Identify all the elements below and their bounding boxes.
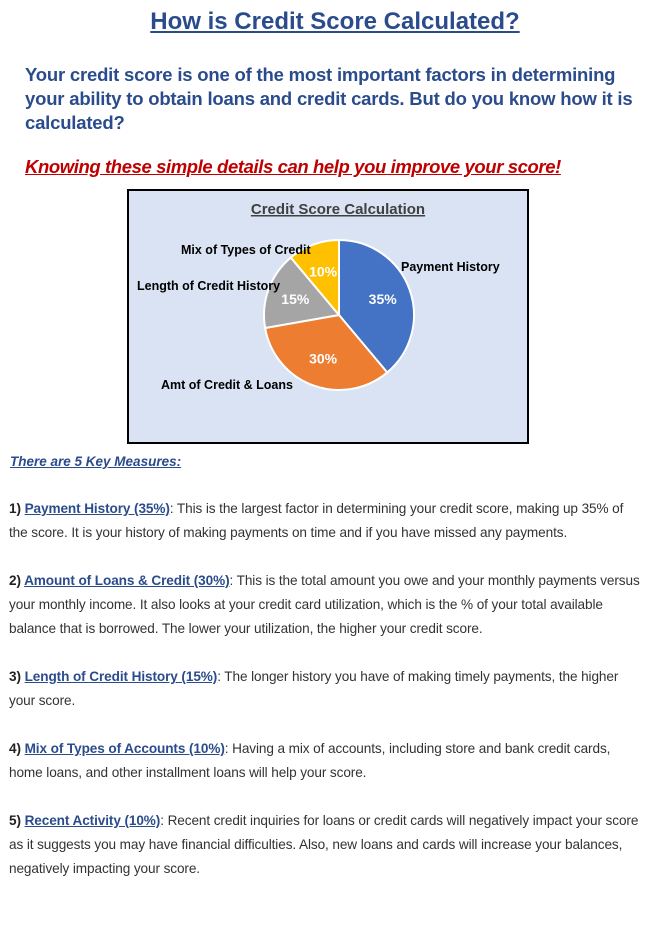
measures-list bbox=[9, 497, 644, 905]
pie-category-label: Amt of Credit & Loans bbox=[161, 378, 293, 392]
measure-description: : This is the largest factor in determining your credit score, making up 35% of the score. It is your history of making payments on time and if you have missed any payments. bbox=[9, 501, 624, 540]
pie-category-label: Mix of Types of Credit bbox=[181, 243, 311, 257]
measure-number: 4) bbox=[9, 741, 25, 756]
measure-item bbox=[9, 737, 644, 785]
measure-description: : The longer history you have of making timely payments, the higher your score. bbox=[9, 669, 619, 708]
measure-item bbox=[9, 497, 644, 545]
measure-term: Length of Credit History (15%) bbox=[24, 669, 218, 684]
intro-paragraph: Your credit score is one of the most important factors in determining your ability to obtain loans and credit cards. But do you know how it is calculated? bbox=[25, 64, 633, 133]
measures-heading: There are 5 Key Measures: bbox=[10, 454, 182, 469]
pie-category-label: Length of Credit History bbox=[137, 279, 281, 293]
chart-title: Credit Score Calculation bbox=[250, 201, 426, 218]
measure-description: : This is the total amount you owe and your monthly payments versus your monthly income. It also looks at your credit card utilization, which is the % of your total available balance that is borrowed. The lower your utilization, the higher your credit score. bbox=[9, 573, 640, 636]
measure-number: 3) bbox=[9, 669, 25, 684]
measure-item bbox=[9, 569, 644, 641]
pie-value-label: 30% bbox=[309, 350, 338, 367]
measure-number: 1) bbox=[9, 501, 25, 516]
measure-item bbox=[9, 809, 644, 881]
pie-value-label: 15% bbox=[281, 291, 310, 308]
tagline: Knowing these simple details can help you improve your score! bbox=[25, 156, 561, 177]
page-title: How is Credit Score Calculated? bbox=[150, 8, 520, 35]
pie-chart-svg bbox=[129, 191, 527, 442]
measure-item bbox=[9, 665, 644, 713]
measure-term: Amount of Loans & Credit (30%) bbox=[24, 573, 230, 588]
measure-term: Payment History (35%) bbox=[24, 501, 170, 516]
measure-description: : Having a mix of accounts, including store and bank credit cards, home loans, and other installment loans will help your score. bbox=[9, 741, 611, 780]
measure-term: Recent Activity (10%) bbox=[24, 813, 161, 828]
measure-term: Mix of Types of Accounts (10%) bbox=[24, 741, 225, 756]
pie-value-label: 10% bbox=[309, 263, 338, 280]
measure-number: 2) bbox=[9, 573, 25, 588]
measure-description: : Recent credit inquiries for loans or credit cards will negatively impact your score as it suggests you may have financial difficulties. Also, new loans and cards will increase your balances, negatively impacting your score. bbox=[9, 813, 639, 876]
measure-number: 5) bbox=[9, 813, 25, 828]
pie-value-label: 35% bbox=[368, 291, 397, 308]
pie-chart bbox=[127, 189, 529, 444]
pie-category-label: Payment History bbox=[401, 260, 500, 274]
